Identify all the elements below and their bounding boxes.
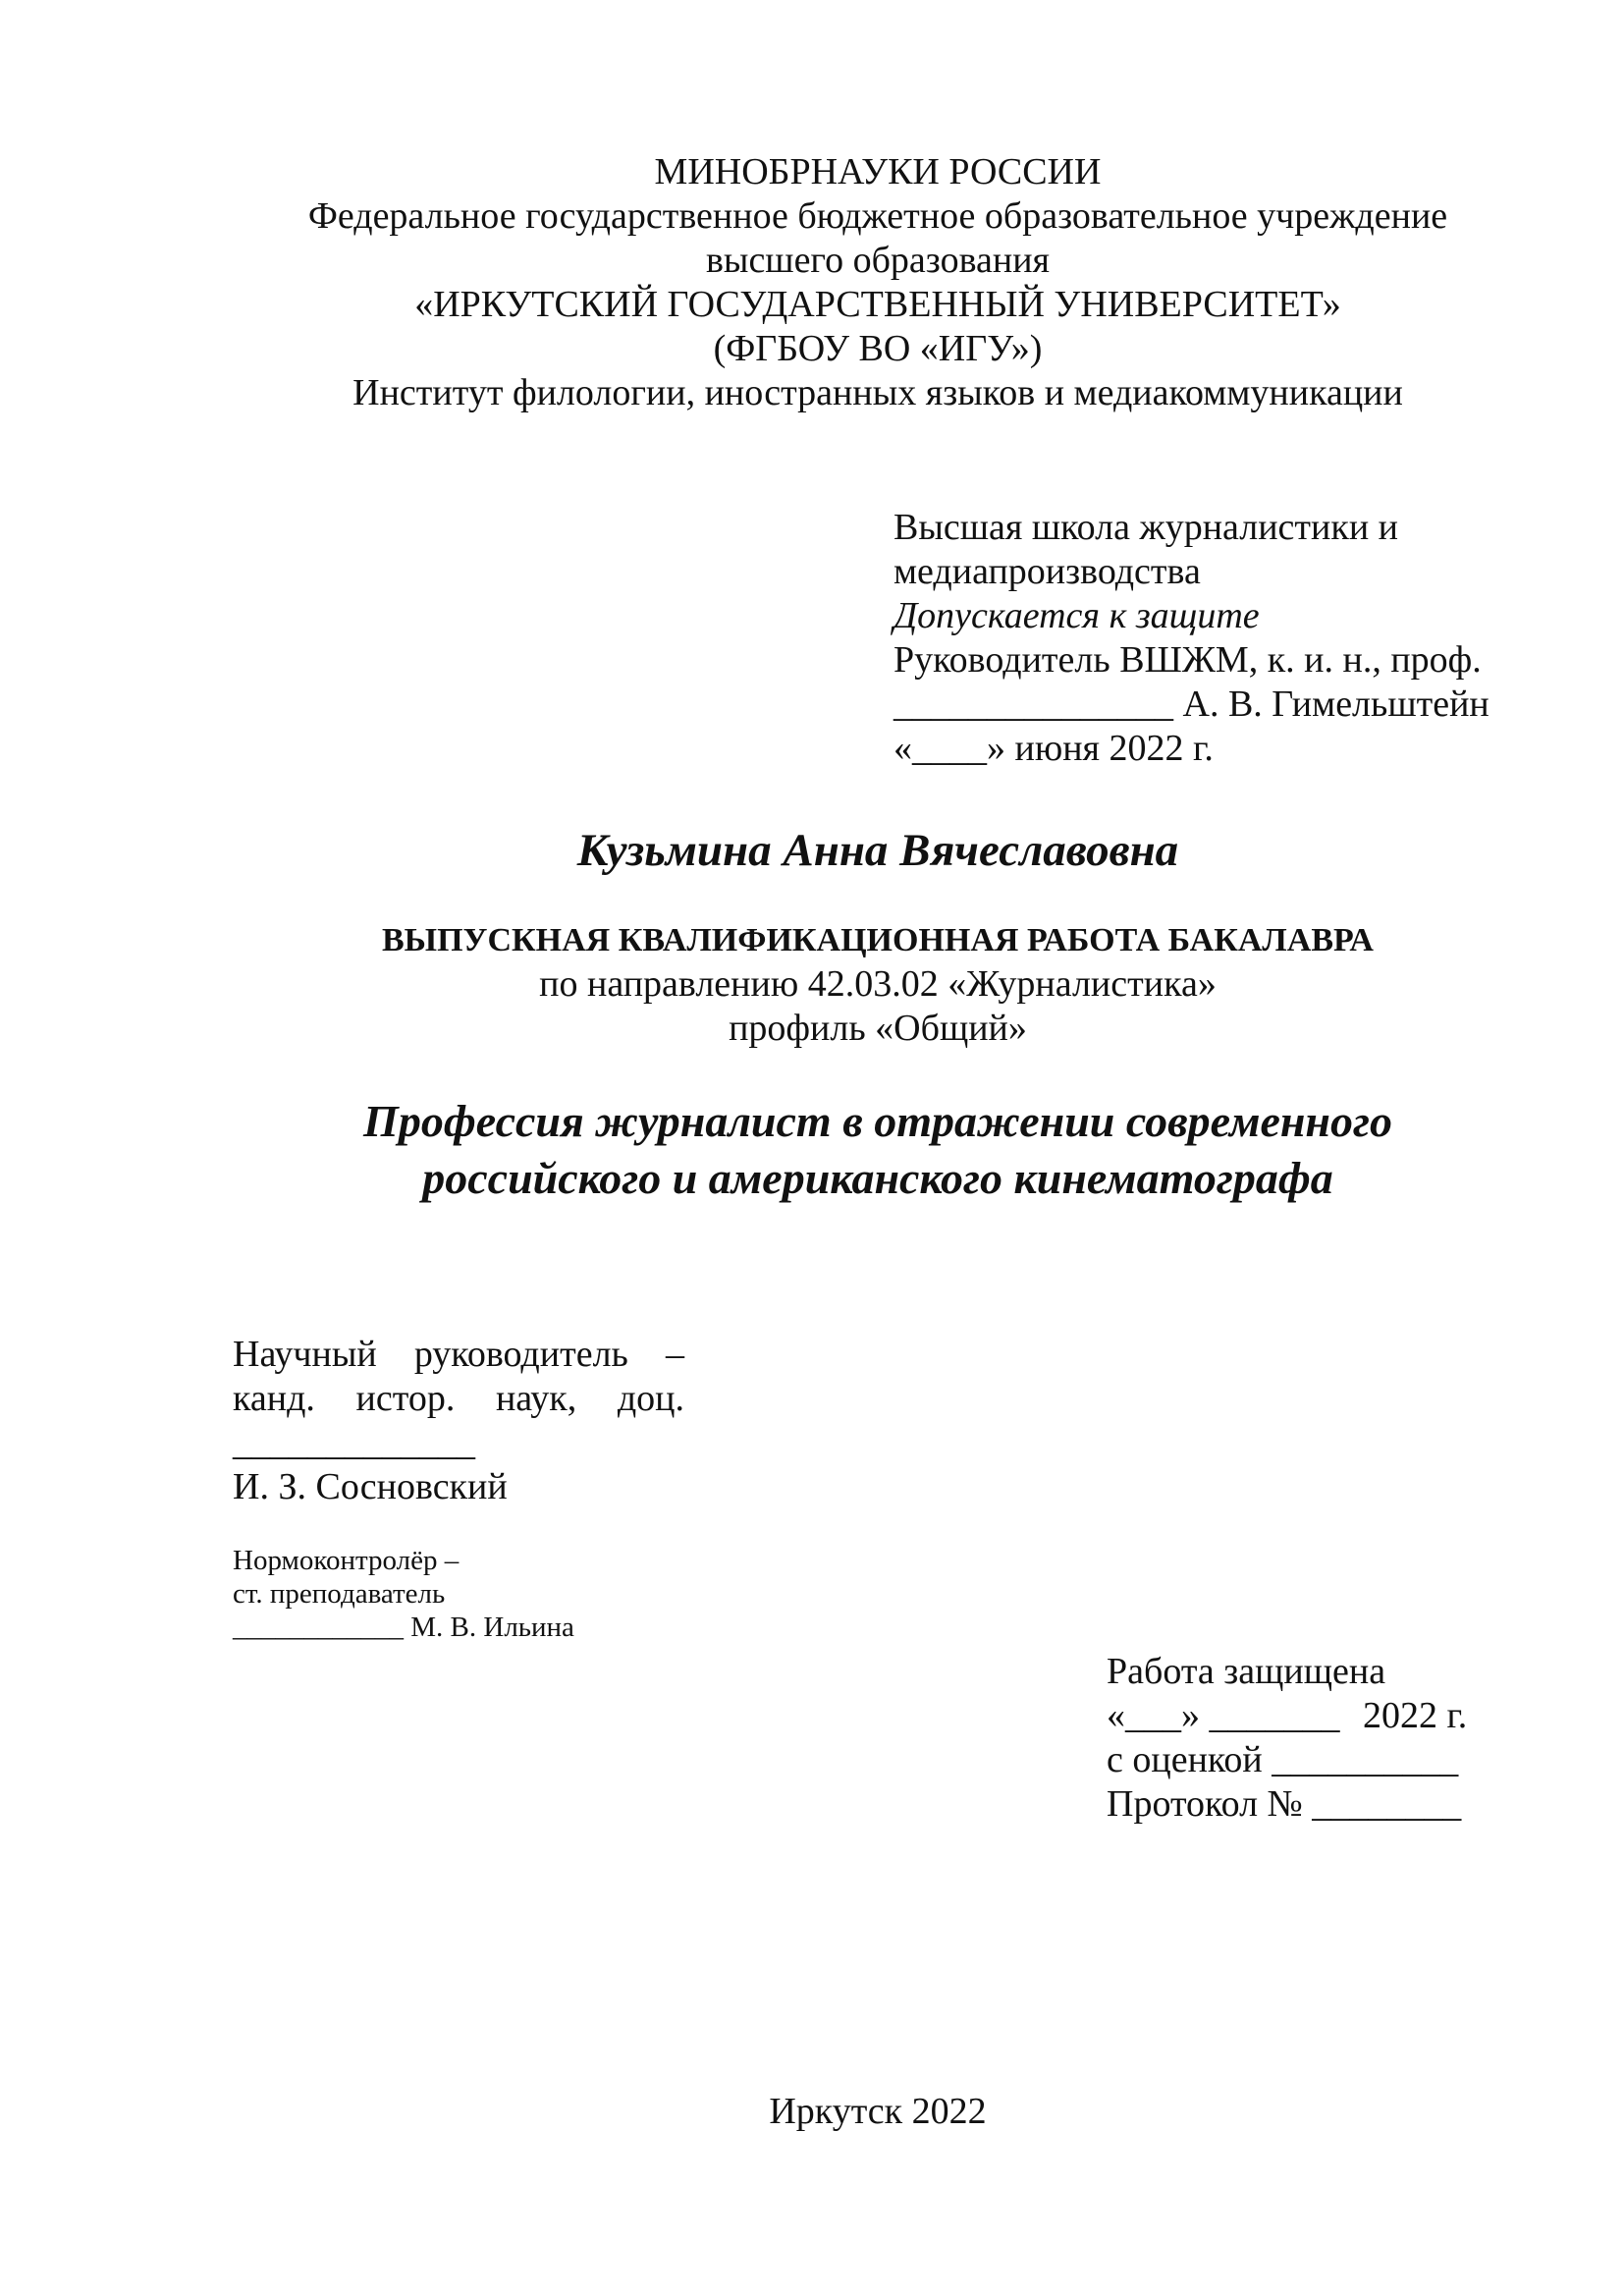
work-direction: по направлению 42.03.02 «Журналистика» xyxy=(539,963,1217,1005)
advisor-name: И. З. Сосновский xyxy=(233,1466,508,1507)
institute-name: Институт филологии, иностранных языков и медиакоммуникации xyxy=(352,372,1403,413)
thesis-title-line-1: Профессия журналист в отражении современного xyxy=(363,1096,1392,1146)
norm-control-block xyxy=(233,1544,574,1644)
date-quote-open: « xyxy=(893,728,912,769)
approval-date xyxy=(893,727,1489,771)
advisor-signature-line: _____________ xyxy=(233,1422,475,1463)
defense-date: «___» _______ 2022 г. xyxy=(1107,1695,1468,1736)
thesis-title-line-2: российского и американского кинематографа xyxy=(422,1153,1333,1203)
work-type: ВЫПУСКНАЯ КВАЛИФИКАЦИОННАЯ РАБОТА БАКАЛАВРА xyxy=(382,922,1374,958)
institution-line-1: Федеральное государственное бюджетное образовательное учреждение xyxy=(307,195,1448,237)
date-month-year: » июня 2022 г. xyxy=(987,728,1214,769)
head-signature-line: _______________ xyxy=(893,683,1173,725)
header-block xyxy=(0,150,1624,415)
defense-block xyxy=(1107,1650,1467,1827)
defense-month-blank: _______ xyxy=(1209,1695,1340,1736)
norm-control-role: Нормоконтролёр – xyxy=(233,1545,460,1576)
norm-control-signature-line: ____________ xyxy=(233,1612,404,1643)
advisor-block xyxy=(233,1333,684,1509)
student-name: Кузьмина Анна Вячеславовна xyxy=(576,825,1179,876)
university-abbreviation: (ФГБОУ ВО «ИГУ») xyxy=(713,328,1043,369)
defense-protocol-blank: ________ xyxy=(1312,1783,1462,1825)
norm-control-position: ст. преподаватель xyxy=(233,1578,446,1610)
university-name: «ИРКУТСКИЙ ГОСУДАРСТВЕННЫЙ УНИВЕРСИТЕТ» xyxy=(414,284,1341,325)
work-profile: профиль «Общий» xyxy=(729,1008,1027,1049)
school-line-2: медиапроизводства xyxy=(893,551,1201,592)
head-title: Руководитель ВШЖМ, к. и. н., проф. xyxy=(893,639,1482,681)
advisor-role: Научный руководитель – xyxy=(233,1334,684,1375)
defense-protocol: Протокол № ________ xyxy=(1107,1783,1462,1825)
ministry-name: МИНОБРНАУКИ РОССИИ xyxy=(654,151,1102,192)
school-line-1: Высшая школа журналистики и xyxy=(893,507,1399,548)
institution-line-2: высшего образования xyxy=(705,240,1051,281)
defense-year: 2022 г. xyxy=(1363,1695,1468,1736)
date-day-blank: ____ xyxy=(912,728,987,769)
defense-status: Работа защищена xyxy=(1107,1651,1386,1692)
thesis-title-block xyxy=(0,1093,1624,1207)
head-name: А. В. Гимельштейн xyxy=(1182,683,1489,725)
admitted-label: Допускается к защите xyxy=(893,595,1260,636)
footer-city-year: Иркутск 2022 xyxy=(769,2091,987,2132)
defense-grade: с оценкой __________ xyxy=(1107,1739,1459,1780)
work-info-block xyxy=(0,918,1624,1051)
defense-grade-blank: __________ xyxy=(1272,1739,1459,1780)
advisor-degree: канд. истор. наук, доц. xyxy=(233,1378,684,1419)
approval-block xyxy=(893,506,1489,771)
norm-control-name: М. В. Ильина xyxy=(410,1612,574,1643)
head-signature-row xyxy=(893,683,1489,727)
norm-control-signature-row xyxy=(233,1611,574,1644)
defense-day-blank: ___ xyxy=(1125,1695,1181,1736)
